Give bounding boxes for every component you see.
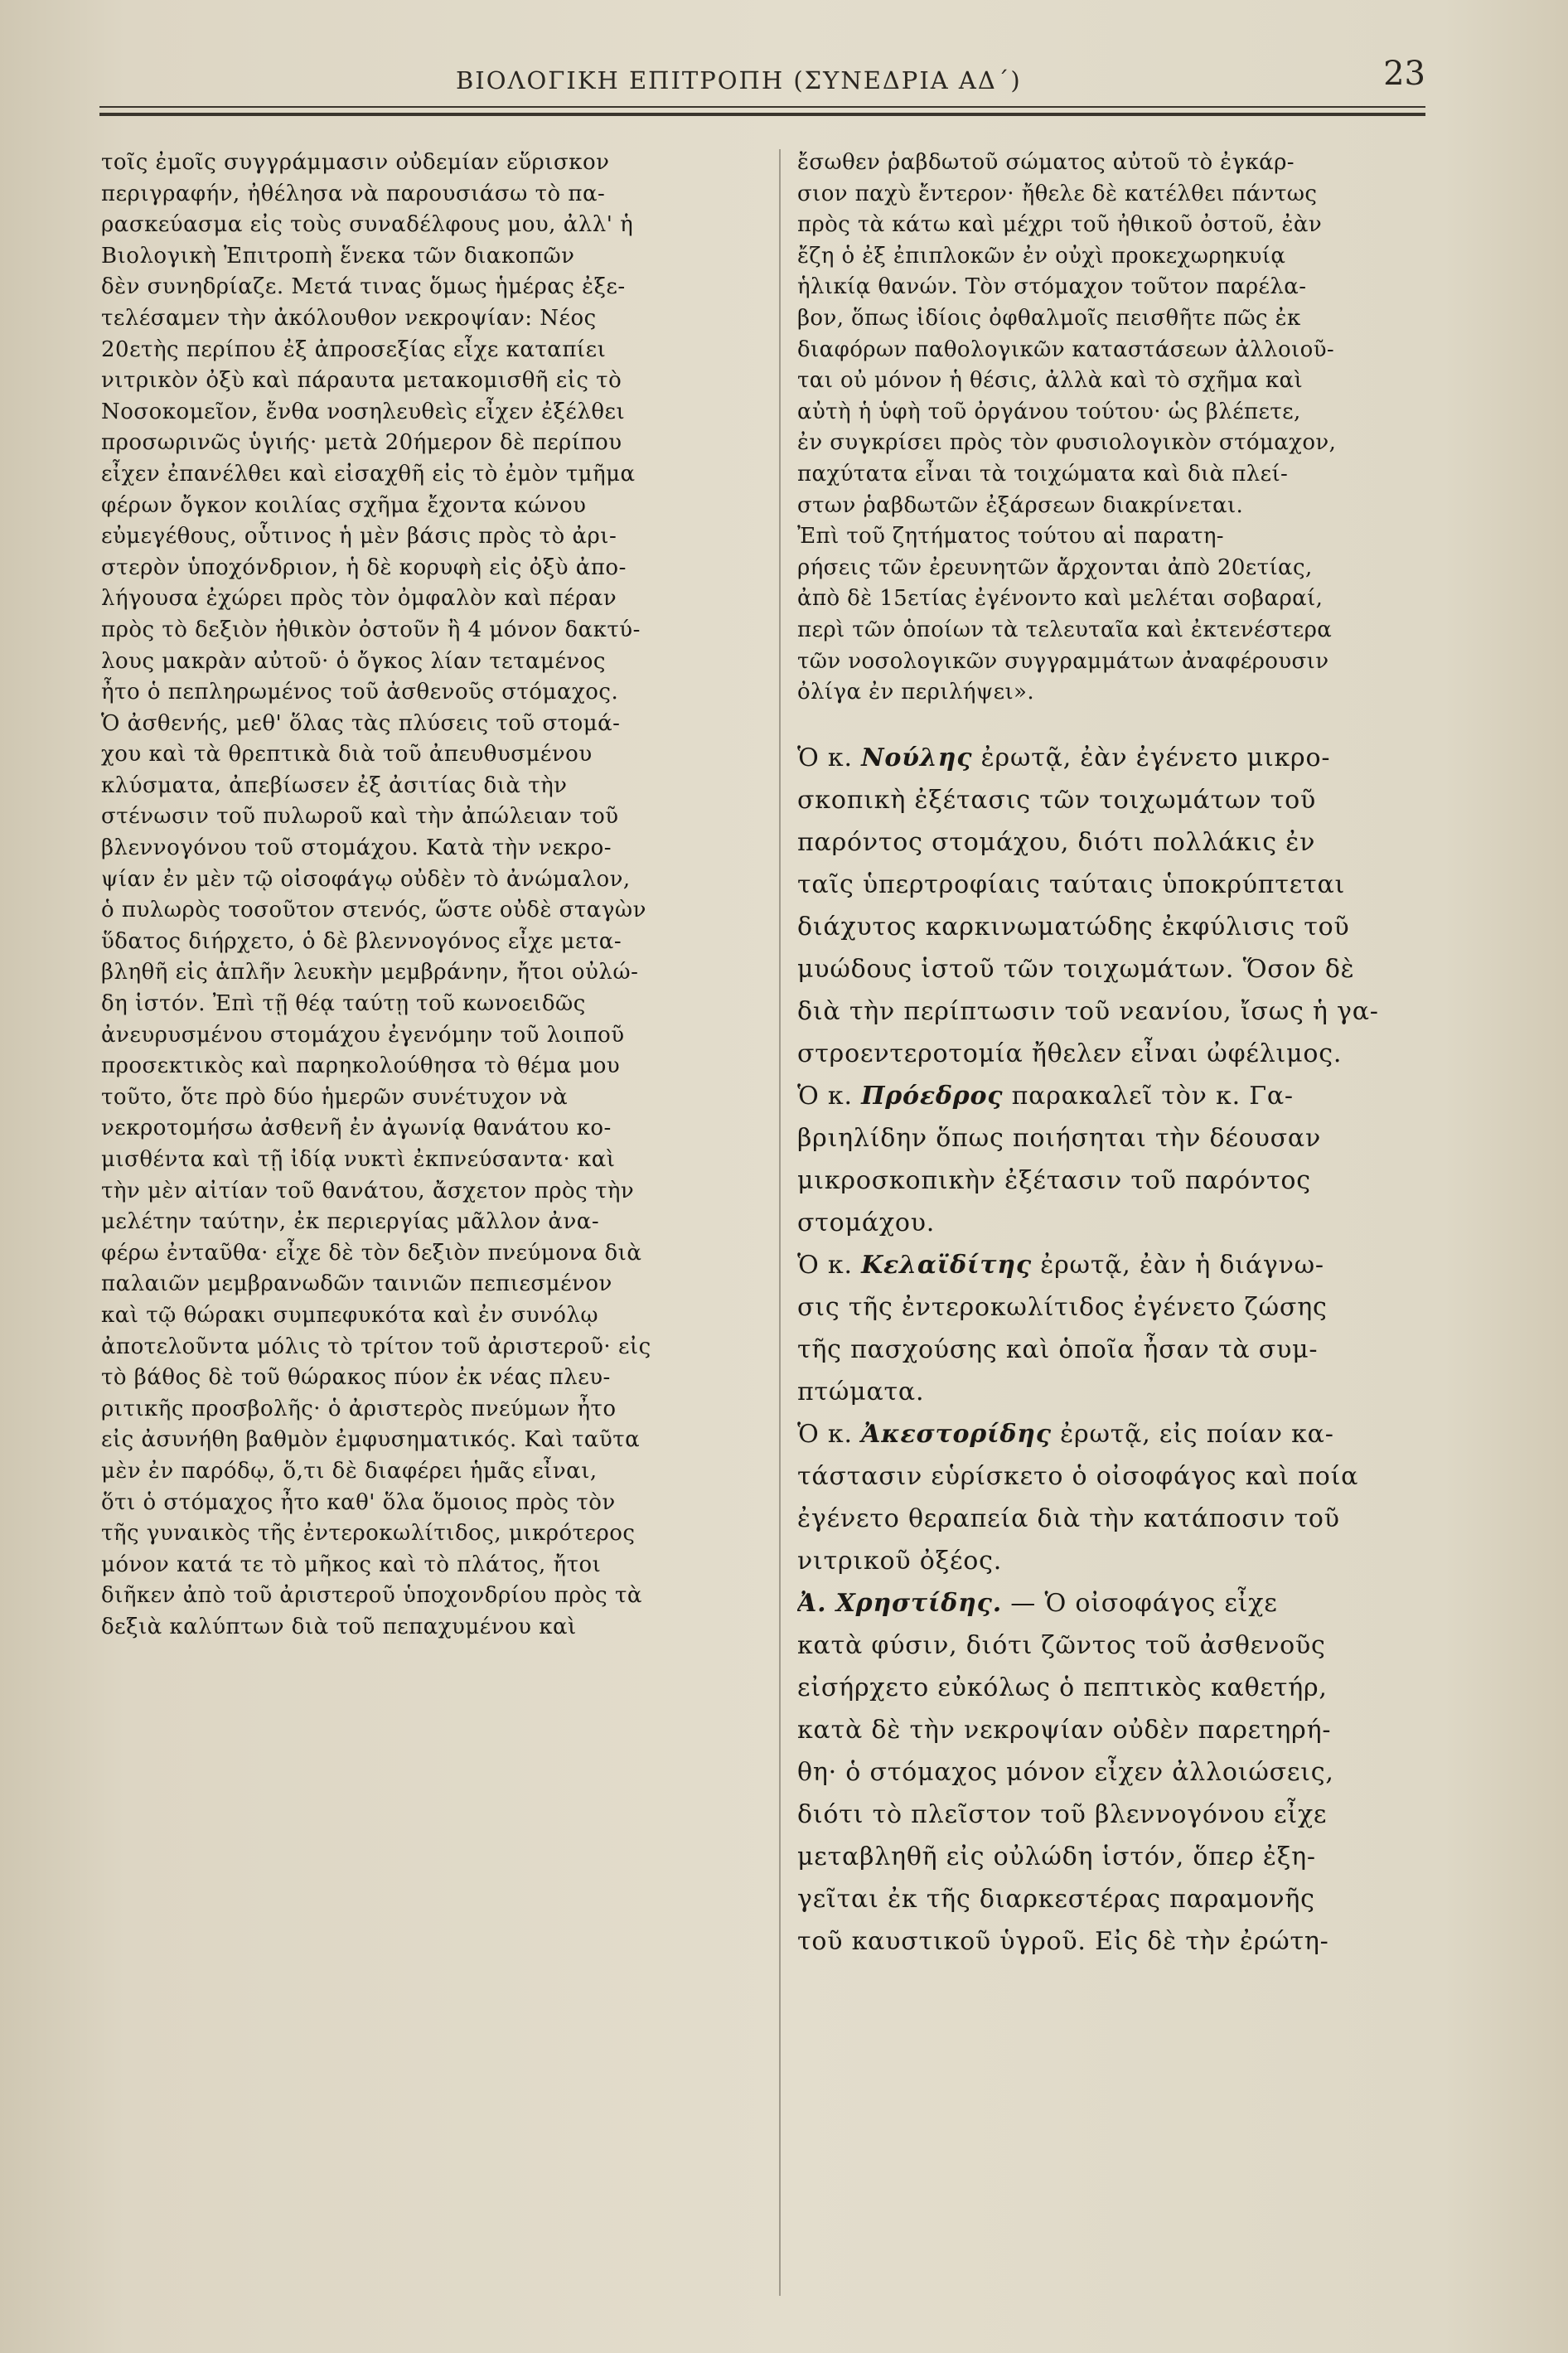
text-line: λήγουσα ἐχώρει πρὸς τὸν ὀμφαλὸν καὶ πέραν bbox=[101, 586, 617, 612]
line-text: σκοπικὴ ἐξέτασις τῶν τοιχωμάτων τοῦ bbox=[797, 785, 1317, 815]
text-line: Νοσοκομεῖον, ἔνθα νοσηλευθεὶς εἶχεν ἐξέλθει bbox=[101, 399, 626, 424]
quoted-text-block bbox=[797, 148, 1460, 709]
right-column bbox=[797, 148, 1460, 1963]
line-text: εἰσήρχετο εὐκόλως ὁ πεπτικὸς καθετήρ, bbox=[797, 1673, 1328, 1702]
text-line bbox=[797, 1413, 1460, 1455]
text-line: σιον παχὺ ἔντερον· ἤθελε δὲ κατέλθει πάντως bbox=[797, 181, 1318, 206]
text-line: Ἐπὶ τοῦ ζητήματος τούτου αἱ παρατη- bbox=[797, 524, 1224, 550]
text-line: ἦτο ὁ πεπληρωμένος τοῦ ἀσθενοῦς στόμαχος. bbox=[101, 680, 619, 705]
line-text: διάχυτος καρκινωματώδης ἐκφύλισις τοῦ bbox=[797, 912, 1350, 942]
line-text: ἐγένετο θεραπεία διὰ τὴν κατάποσιν τοῦ bbox=[797, 1503, 1340, 1533]
text-line: τὴν μὲν αἰτίαν τοῦ θανάτου, ἄσχετον πρὸς τὴν bbox=[101, 1178, 635, 1203]
speaker-name: Ἀκεστορίδης bbox=[861, 1419, 1052, 1449]
text-line bbox=[797, 990, 1460, 1033]
text-line: κλύσματα, ἀπεβίωσεν ἐξ ἀσιτίας διὰ τὴν bbox=[101, 772, 568, 798]
text-line: πρὸς τὸ δεξιὸν ἠθικὸν ὀστοῦν ἢ 4 μόνον δακτύ- bbox=[101, 617, 641, 642]
page-header bbox=[99, 55, 1425, 104]
line-text: κατὰ δὲ τὴν νεκροψίαν οὐδὲν παρετηρή- bbox=[797, 1715, 1332, 1745]
text-line: τῆς γυναικὸς τῆς ἐντεροκωλίτιδος, μικρότερος bbox=[101, 1521, 636, 1547]
text-line: ριτικῆς προσβολῆς· ὁ ἀριστερὸς πνεύμων ἦτο bbox=[101, 1396, 617, 1421]
text-line: βλεννογόνου τοῦ στομάχου. Κατὰ τὴν νεκρο- bbox=[101, 835, 612, 861]
line-text: ταῖς ὑπερτροφίαις ταύταις ὑποκρύπτεται bbox=[797, 869, 1346, 899]
text-line: ρήσεις τῶν ἐρευνητῶν ἄρχονται ἀπὸ 20ετίας, bbox=[797, 554, 1313, 580]
text-line: ἔσωθεν ῥαβδωτοῦ σώματος αὐτοῦ τὸ ἐγκάρ- bbox=[797, 150, 1295, 175]
line-text: — Ὁ οἰσοφάγος εἶχε bbox=[1001, 1588, 1278, 1618]
left-column bbox=[101, 148, 764, 1644]
speaker-name: Κελαϊδίτης bbox=[861, 1250, 1032, 1280]
text-line bbox=[797, 821, 1460, 864]
text-line: εἰς ἀσυνήθη βαθμὸν ἐμφυσηματικός. Καὶ ταῦτα bbox=[101, 1427, 641, 1453]
text-line: ἀνευρυσμένου στομάχου ἐγενόμην τοῦ λοιποῦ bbox=[101, 1022, 625, 1048]
text-line bbox=[797, 864, 1460, 906]
text-line: βον, ὅπως ἰδίοις ὀφθαλμοῖς πεισθῆτε πῶς ἐκ bbox=[797, 305, 1301, 331]
text-line: διαφόρων παθολογικῶν καταστάσεων ἀλλοιοῦ- bbox=[797, 336, 1335, 362]
text-line bbox=[797, 1794, 1460, 1836]
text-line: χου καὶ τὰ θρεπτικὰ διὰ τοῦ ἀπευθυσμένου bbox=[101, 742, 593, 767]
running-head: ΒΙΟΛΟΓΙΚΗ ΕΠΙΤΡΟΠΗ (ΣΥΝΕΔΡΙΑ ΑΔ΄) bbox=[456, 66, 1022, 94]
header-rule-thin bbox=[99, 106, 1425, 108]
speaker-name: Πρόεδρος bbox=[861, 1081, 1004, 1111]
line-text: σις τῆς ἐντεροκωλίτιδος ἐγένετο ζώσης bbox=[797, 1292, 1328, 1322]
text-line bbox=[797, 1836, 1460, 1878]
text-line: φέρω ἐνταῦθα· εἶχε δὲ τὸν δεξιὸν πνεύμονα διὰ bbox=[101, 1240, 642, 1266]
text-line: τῶν νοσολογικῶν συγγραμμάτων ἀναφέρουσιν bbox=[797, 648, 1329, 674]
text-line: προσωρινῶς ὑγιής· μετὰ 20ήμερον δὲ περίπου bbox=[101, 430, 622, 456]
line-text: παρόντος στομάχου, διότι πολλάκις ἐν bbox=[797, 827, 1316, 857]
text-line bbox=[797, 1455, 1460, 1498]
text-line: ὁ πυλωρὸς τοσοῦτον στενός, ὥστε οὐδὲ σταγὼν bbox=[101, 898, 646, 923]
text-line: μὲν ἐν παρόδῳ, ὅ,τι δὲ διαφέρει ἡμᾶς εἶναι, bbox=[101, 1458, 598, 1484]
text-line: δεξιὰ καλύπτων διὰ τοῦ πεπαχυμένου καὶ bbox=[101, 1614, 577, 1639]
text-line: στένωσιν τοῦ πυλωροῦ καὶ τὴν ἀπώλειαν τοῦ bbox=[101, 804, 619, 830]
text-line bbox=[797, 1286, 1460, 1329]
discussion-block bbox=[797, 737, 1460, 1963]
text-line: λους μακρὰν αὐτοῦ· ὁ ὄγκος λίαν τεταμένος bbox=[101, 648, 606, 674]
line-text: κατὰ φύσιν, διότι ζῶντος τοῦ ἀσθενοῦς bbox=[797, 1630, 1326, 1660]
text-line bbox=[797, 1329, 1460, 1371]
line-text: τάστασιν εὑρίσκετο ὁ οἰσοφάγος καὶ ποία bbox=[797, 1461, 1359, 1491]
text-line: ὀλίγα ἐν περιλήψει». bbox=[797, 680, 1035, 705]
text-line: τοῦτο, ὅτε πρὸ δύο ἡμερῶν συνέτυχον νὰ bbox=[101, 1084, 569, 1110]
text-line bbox=[797, 1498, 1460, 1540]
line-text: παρακαλεῖ τὸν κ. Γα- bbox=[1003, 1081, 1294, 1111]
text-line: ἐν συγκρίσει πρὸς τὸν φυσιολογικὸν στόμαχον, bbox=[797, 430, 1337, 456]
column-divider bbox=[779, 149, 781, 2296]
line-text: μεταβληθῆ εἰς οὐλώδη ἱστόν, ὅπερ ἐξη- bbox=[797, 1842, 1316, 1871]
text-line: περὶ τῶν ὁποίων τὰ τελευταῖα καὶ ἐκτενέστερα bbox=[797, 617, 1333, 642]
text-line bbox=[797, 1582, 1460, 1624]
text-line bbox=[797, 1920, 1460, 1963]
section-gap bbox=[797, 709, 1460, 737]
header-rule-thick bbox=[99, 113, 1425, 116]
line-text: Ὁ κ. bbox=[797, 1250, 862, 1280]
text-line: φέρων ὄγκον κοιλίας σχῆμα ἔχοντα κώνου bbox=[101, 492, 587, 518]
text-line: παλαιῶν μεμβρανωδῶν ταινιῶν πεπιεσμένον bbox=[101, 1271, 612, 1297]
line-text: διότι τὸ πλεῖστον τοῦ βλεννογόνου εἶχε bbox=[797, 1799, 1328, 1829]
text-line: δὲν συνηδρίαζε. Μετά τινας ὅμως ἡμέρας ἐξε- bbox=[101, 274, 626, 300]
text-line bbox=[797, 1117, 1460, 1160]
line-text: στομάχου. bbox=[797, 1208, 936, 1237]
text-line: εὐμεγέθους, οὗτινος ἡ μὲν βάσις πρὸς τὸ ἀρι- bbox=[101, 524, 617, 550]
speaker-name: Νούλης bbox=[861, 743, 973, 772]
text-line: Βιολογικὴ Ἐπιτροπὴ ἕνεκα τῶν διακοπῶν bbox=[101, 243, 575, 269]
text-line: προσεκτικὸς καὶ παρηκολούθησα τὸ θέμα μου bbox=[101, 1053, 621, 1079]
text-line: τοῖς ἐμοῖς συγγράμμασιν οὐδεμίαν εὕρισκον bbox=[101, 150, 610, 175]
text-line: αὐτὴ ἡ ὑφὴ τοῦ ὀργάνου τούτου· ὡς βλέπετε, bbox=[797, 399, 1301, 424]
line-text: θη· ὁ στόμαχος μόνον εἶχεν ἀλλοιώσεις, bbox=[797, 1757, 1334, 1787]
text-line: διῆκεν ἀπὸ τοῦ ἀριστεροῦ ὑποχονδρίου πρὸς τὰ bbox=[101, 1583, 642, 1609]
line-text: ἐρωτᾷ, ἐὰν ἡ διάγνω- bbox=[1031, 1250, 1324, 1280]
line-text: Ὁ κ. bbox=[797, 1419, 862, 1449]
text-line: ὕδατος διήρχετο, ὁ δὲ βλεννογόνος εἶχε μετα- bbox=[101, 928, 622, 954]
text-line: 20ετὴς περίπου ἐξ ἀπροσεξίας εἶχε καταπίει bbox=[101, 336, 607, 362]
text-line bbox=[797, 1751, 1460, 1794]
text-line: παχύτατα εἶναι τὰ τοιχώματα καὶ διὰ πλεί- bbox=[797, 461, 1289, 487]
text-line bbox=[797, 1160, 1460, 1202]
text-line bbox=[797, 1371, 1460, 1413]
line-text: βριηλίδην ὅπως ποιήσηται τὴν δέουσαν bbox=[797, 1123, 1322, 1153]
text-line: μισθέντα καὶ τῇ ἰδίᾳ νυκτὶ ἐκπνεύσαντα· καὶ bbox=[101, 1147, 616, 1172]
text-line: πρὸς τὰ κάτω καὶ μέχρι τοῦ ἠθικοῦ ὀστοῦ, ἐὰν bbox=[797, 212, 1323, 238]
text-line: τελέσαμεν τὴν ἀκόλουθον νεκροψίαν: Νέος bbox=[101, 305, 597, 331]
text-line: στων ῥαβδωτῶν ἐξάρσεων διακρίνεται. bbox=[797, 492, 1244, 518]
line-text: Ὁ κ. bbox=[797, 743, 862, 772]
speaker-name: Ἀ. Χρηστίδης. bbox=[797, 1588, 1002, 1618]
text-line bbox=[797, 1667, 1460, 1709]
text-line: νιτρικὸν ὀξὺ καὶ πάραυτα μετακομισθῆ εἰς τὸ bbox=[101, 368, 622, 394]
text-line: περιγραφήν, ἠθέλησα νὰ παρουσιάσω τὸ πα- bbox=[101, 181, 606, 206]
text-line bbox=[797, 1244, 1460, 1286]
line-text: Ὁ κ. bbox=[797, 1081, 862, 1111]
text-line bbox=[797, 1624, 1460, 1667]
text-line bbox=[797, 779, 1460, 821]
text-line: ρασκεύασμα εἰς τοὺς συναδέλφους μου, ἀλλ' ἡ bbox=[101, 212, 634, 238]
line-text: μυώδους ἱστοῦ τῶν τοιχωμάτων. Ὅσον δὲ bbox=[797, 954, 1355, 984]
text-line: μόνον κατά τε τὸ μῆκος καὶ τὸ πλάτος, ἤτοι bbox=[101, 1552, 602, 1577]
text-line: ἡλικίᾳ θανών. Τὸν στόμαχον τοῦτον παρέλα- bbox=[797, 274, 1307, 300]
text-line: ἀπὸ δὲ 15ετίας ἐγένοντο καὶ μελέται σοβαραί, bbox=[797, 586, 1324, 612]
text-line: Ὁ ἀσθενής, μεθ' ὅλας τὰς πλύσεις τοῦ στομά- bbox=[101, 710, 621, 736]
text-line bbox=[797, 1075, 1460, 1117]
text-line: ψίαν ἐν μὲν τῷ οἰσοφάγῳ οὐδὲν τὸ ἀνώμαλον, bbox=[101, 866, 631, 892]
line-text: ἐρωτᾷ, ἐὰν ἐγένετο μικρο- bbox=[972, 743, 1331, 772]
text-line bbox=[797, 1540, 1460, 1582]
text-line: δη ἱστόν. Ἐπὶ τῇ θέᾳ ταύτῃ τοῦ κωνοειδῶς bbox=[101, 991, 586, 1017]
text-line: νεκροτομήσω ἀσθενῆ ἐν ἀγωνίᾳ θανάτου κο- bbox=[101, 1116, 612, 1141]
text-line: βληθῆ εἰς ἁπλῆν λευκὴν μεμβράνην, ἤτοι οὐλώ- bbox=[101, 960, 639, 985]
text-line: εἶχεν ἐπανέλθει καὶ εἰσαχθῆ εἰς τὸ ἐμὸν τμῆμα bbox=[101, 461, 636, 487]
text-line: ἀποτελοῦντα μόλις τὸ τρίτον τοῦ ἀριστεροῦ· εἰς bbox=[101, 1334, 651, 1359]
text-line bbox=[797, 1878, 1460, 1920]
text-line bbox=[797, 906, 1460, 948]
text-line: τὸ βάθος δὲ τοῦ θώρακος πύον ἐκ νέας πλευ- bbox=[101, 1365, 611, 1391]
text-line: καὶ τῷ θώρακι συμπεφυκότα καὶ ἐν συνόλῳ bbox=[101, 1302, 599, 1328]
text-line: μελέτην ταύτην, ἐκ περιεργίας μᾶλλον ἀνα- bbox=[101, 1209, 600, 1235]
text-line: ἔζη ὁ ἐξ ἐπιπλοκῶν ἐν οὐχὶ προκεχωρηκυίᾳ bbox=[797, 243, 1286, 269]
line-text: ἐρωτᾷ, εἰς ποίαν κα- bbox=[1051, 1419, 1334, 1449]
line-text: μικροσκοπικὴν ἐξέτασιν τοῦ παρόντος bbox=[797, 1165, 1311, 1195]
text-line bbox=[797, 1033, 1460, 1075]
text-line: ται οὐ μόνον ἡ θέσις, ἀλλὰ καὶ τὸ σχῆμα καὶ bbox=[797, 368, 1304, 394]
text-line: ὅτι ὁ στόμαχος ἦτο καθ' ὅλα ὅμοιος πρὸς τὸν bbox=[101, 1489, 616, 1515]
line-text: τῆς πασχούσης καὶ ὁποῖα ἦσαν τὰ συμ- bbox=[797, 1334, 1319, 1364]
line-text: στροεντεροτομία ἤθελεν εἶναι ὠφέλιμος. bbox=[797, 1039, 1343, 1068]
line-text: νιτρικοῦ ὀξέος. bbox=[797, 1546, 1003, 1576]
line-text: γεῖται ἐκ τῆς διαρκεστέρας παραμονῆς bbox=[797, 1884, 1315, 1914]
text-line bbox=[797, 1709, 1460, 1751]
line-text: πτώματα. bbox=[797, 1377, 925, 1406]
page-number: 23 bbox=[1383, 55, 1425, 93]
line-text: διὰ τὴν περίπτωσιν τοῦ νεανίου, ἴσως ἡ γα- bbox=[797, 996, 1379, 1026]
text-line: στερὸν ὑποχόνδριον, ἡ δὲ κορυφὴ εἰς ὀξὺ ἀπο- bbox=[101, 554, 627, 580]
text-line bbox=[797, 1202, 1460, 1244]
line-text: τοῦ καυστικοῦ ὑγροῦ. Εἰς δὲ τὴν ἐρώτη- bbox=[797, 1926, 1329, 1956]
text-line bbox=[797, 948, 1460, 990]
text-line bbox=[797, 737, 1460, 779]
